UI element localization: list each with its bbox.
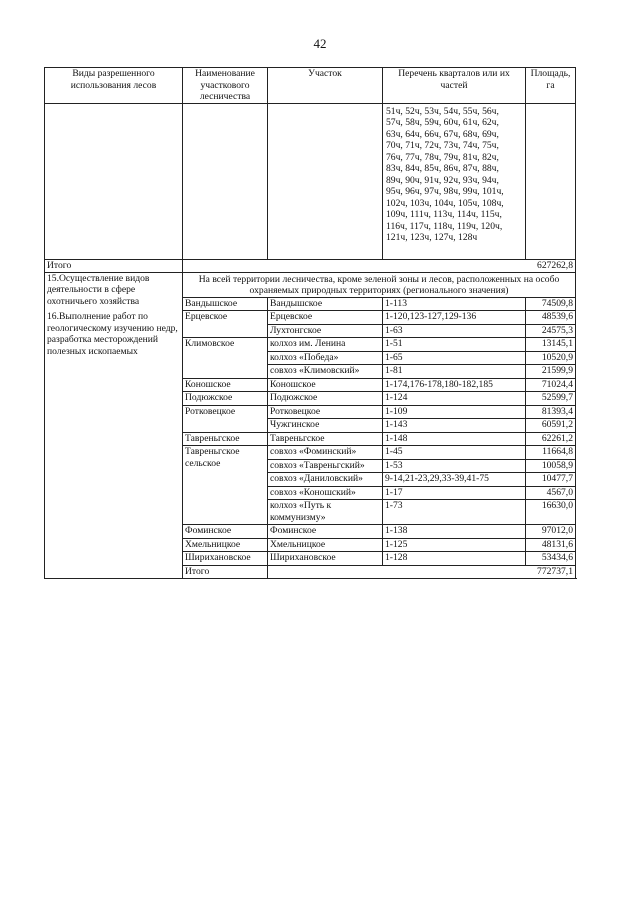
forestry-cell: Ерцевское	[183, 311, 268, 338]
total-value: 772737,1	[268, 565, 576, 578]
forestry-cell: Вандышское	[183, 297, 268, 311]
area-cell: 62261,2	[526, 432, 576, 446]
plot-cell: Коношское	[268, 378, 383, 392]
quarters-cell: 1-113	[383, 297, 526, 311]
area-cell: 10477,7	[526, 473, 576, 487]
quarters-continuation-row	[45, 103, 576, 259]
area-cell: 71024,4	[526, 378, 576, 392]
plot-cell: Ерцевское	[268, 311, 383, 325]
total-row	[45, 259, 576, 272]
header-forestry: Наименование участкового лесничества	[183, 68, 268, 104]
use-types-cell	[45, 272, 183, 578]
quarters-line: 51ч, 52ч, 53ч, 54ч, 55ч, 56ч,	[386, 105, 499, 117]
forestry-cell: Климовское	[183, 338, 268, 379]
quarters-line: 109ч, 111ч, 113ч, 114ч, 115ч,	[386, 209, 502, 220]
plot-cell: колхоз «Победа»	[268, 351, 383, 365]
area-cell: 11664,8	[526, 446, 576, 460]
area-cell: 10520,9	[526, 351, 576, 365]
quarters-line: 83ч, 84ч, 85ч, 86ч, 87ч, 88ч,	[386, 163, 499, 174]
table-cell	[268, 103, 383, 259]
forestry-cell: Тавреньгское	[183, 432, 268, 446]
forestry-cell: Тавреньгское сельское	[183, 446, 268, 525]
quarters-line: 95ч, 96ч, 97ч, 98ч, 99ч, 101ч,	[386, 186, 504, 197]
area-cell: 10058,9	[526, 459, 576, 473]
quarters-cell: 1-53	[383, 459, 526, 473]
quarters-cell: 1-51	[383, 338, 526, 352]
quarters-cell: 1-148	[383, 432, 526, 446]
quarters-cell: 1-120,123-127,129-136	[383, 311, 526, 325]
quarters-cell: 1-138	[383, 525, 526, 539]
use-type-15: 15.Осуществление видов деятельности в сфере охотничьего хозяйства	[47, 272, 150, 307]
plot-cell: Ширихановское	[268, 552, 383, 566]
quarters-line: 121ч, 123ч, 127ч, 128ч	[386, 232, 478, 243]
quarters-cell: 1-81	[383, 365, 526, 379]
area-cell: 16630,0	[526, 500, 576, 525]
plot-cell: совхоз «Коношский»	[268, 486, 383, 500]
quarters-line: 57ч, 58ч, 59ч, 60ч, 61ч, 62ч,	[386, 117, 499, 128]
span-note-row	[45, 272, 576, 297]
quarters-cell: 1-65	[383, 351, 526, 365]
quarters-cell: 1-73	[383, 500, 526, 525]
use-type-16: 16.Выполнение работ по геологическому изучению недр, разработка месторождений полезных ископаемых	[47, 311, 178, 357]
total-value: 627262,8	[183, 259, 576, 272]
plot-cell: совхоз «Даниловский»	[268, 473, 383, 487]
area-cell: 53434,6	[526, 552, 576, 566]
quarters-cell: 1-109	[383, 405, 526, 419]
table-cell	[45, 103, 183, 259]
forestry-cell: Фоминское	[183, 525, 268, 539]
table-cell	[183, 103, 268, 259]
quarters-cell: 1-124	[383, 392, 526, 406]
area-cell: 81393,4	[526, 405, 576, 419]
table-header-row	[45, 68, 576, 104]
plot-cell: Вандышское	[268, 297, 383, 311]
area-cell: 97012,0	[526, 525, 576, 539]
plot-cell: колхоз «Путь к коммунизму»	[268, 500, 383, 525]
area-cell: 48131,6	[526, 538, 576, 552]
quarters-cell: 1-45	[383, 446, 526, 460]
area-cell: 74509,8	[526, 297, 576, 311]
forestry-cell: Хмельницкое	[183, 538, 268, 552]
area-cell: 21599,9	[526, 365, 576, 379]
plot-cell: Хмельницкое	[268, 538, 383, 552]
plot-cell: совхоз «Фоминский»	[268, 446, 383, 460]
forestry-cell: Коношское	[183, 378, 268, 392]
plot-cell: Лухтонгское	[268, 324, 383, 338]
territory-note: На всей территории лесничества, кроме зеленой зоны и лесов, расположенных на особо охраняемых природных территориях (регионального значения)	[183, 272, 576, 297]
plot-cell: Ротковецкое	[268, 405, 383, 419]
plot-cell: Чужгинское	[268, 419, 383, 433]
header-area: Площадь, га	[526, 68, 576, 104]
forestry-cell: Подюжское	[183, 392, 268, 406]
quarters-cell: 1-143	[383, 419, 526, 433]
forestry-cell: Ротковецкое	[183, 405, 268, 432]
area-cell: 24575,3	[526, 324, 576, 338]
quarters-cell: 1-17	[383, 486, 526, 500]
quarters-list	[383, 103, 526, 259]
table-cell	[526, 103, 576, 259]
quarters-cell: 9-14,21-23,29,33-39,41-75	[383, 473, 526, 487]
quarters-line: 70ч, 71ч, 72ч, 73ч, 74ч, 75ч,	[386, 140, 499, 151]
header-plot: Участок	[268, 68, 383, 104]
quarters-cell: 1-174,176-178,180-182,185	[383, 378, 526, 392]
quarters-cell: 1-63	[383, 324, 526, 338]
plot-cell: Подюжское	[268, 392, 383, 406]
area-cell: 13145,1	[526, 338, 576, 352]
quarters-line: 102ч, 103ч, 104ч, 105ч, 108ч,	[386, 197, 504, 209]
plot-cell: совхоз «Климовский»	[268, 365, 383, 379]
quarters-line: 63ч, 64ч, 66ч, 67ч, 68ч, 69ч,	[386, 128, 499, 140]
forest-use-table	[44, 67, 576, 579]
quarters-line: 116ч, 117ч, 118ч, 119ч, 120ч,	[386, 220, 503, 232]
plot-cell: Фоминское	[268, 525, 383, 539]
area-cell: 52599,7	[526, 392, 576, 406]
quarters-line: 76ч, 77ч, 78ч, 79ч, 81ч, 82ч,	[386, 151, 499, 163]
quarters-cell: 1-128	[383, 552, 526, 566]
area-cell: 48539,6	[526, 311, 576, 325]
header-quarters: Перечень кварталов или их частей	[383, 68, 526, 104]
quarters-line: 89ч, 90ч, 91ч, 92ч, 93ч, 94ч,	[386, 174, 499, 186]
page-number: 42	[313, 36, 327, 51]
header-use-type: Виды разрешенного использования лесов	[45, 68, 183, 104]
quarters-cell: 1-125	[383, 538, 526, 552]
forestry-cell: Ширихановское	[183, 552, 268, 566]
plot-cell: Тавреньгское	[268, 432, 383, 446]
plot-cell: совхоз «Тавреньгский»	[268, 459, 383, 473]
area-cell: 60591,2	[526, 419, 576, 433]
area-cell: 4567,0	[526, 486, 576, 500]
total-label: Итого	[183, 565, 268, 578]
total-label: Итого	[45, 259, 183, 272]
plot-cell: колхоз им. Ленина	[268, 338, 383, 352]
